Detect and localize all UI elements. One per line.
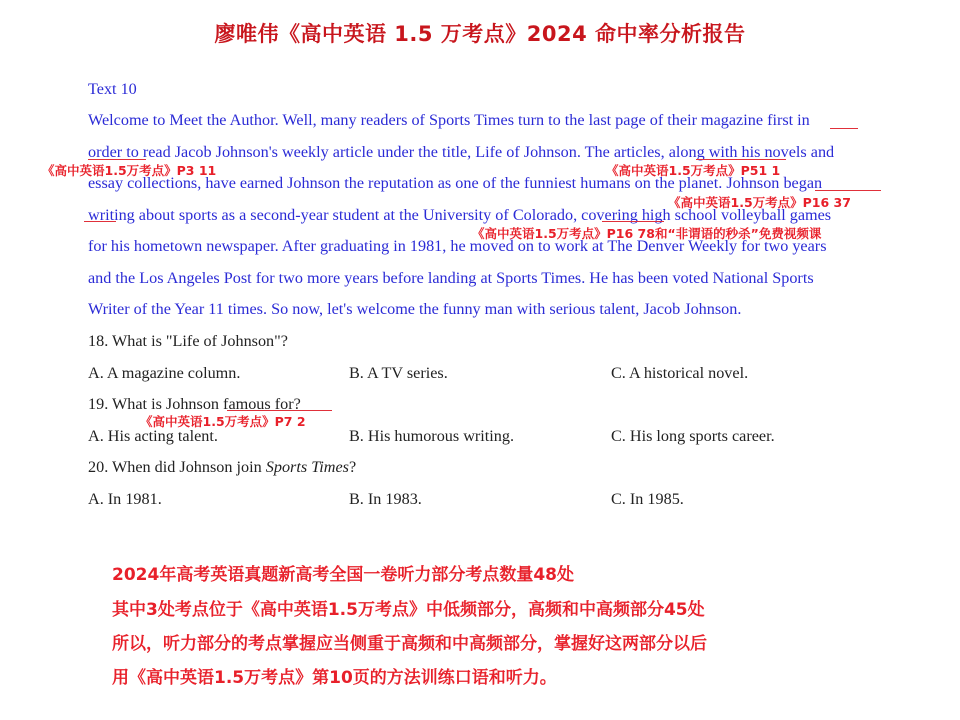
question-20-prefix: 20. When did Johnson join: [88, 458, 266, 476]
option-20b: B. In 1983.: [349, 490, 422, 508]
passage-line: essay collections, have earned Johnson the reputation as one of the funniest humans on the planet. Johnson began: [88, 174, 823, 192]
summary-line-1: 2024年高考英语真题新高考全国一卷听力部分考点数量48处: [112, 565, 574, 585]
passage-line: order to read Jacob Johnson's weekly article under the title, Life of Johnson. The articles, along with his novels and: [88, 143, 835, 161]
summary-line-2: 其中3处考点位于《高中英语1.5万考点》中低频部分，高频和中高频部分45处: [112, 600, 705, 620]
underline-writing: [84, 221, 116, 222]
question-19: 19. What is Johnson famous for?: [88, 395, 301, 413]
option-19a: A. His acting talent.: [88, 427, 218, 445]
passage-line: Writer of the Year 11 times. So now, let's welcome the funny man with serious talent, Jacob Johnson.: [88, 300, 742, 318]
option-18b: B. A TV series.: [349, 364, 448, 382]
summary-line-4: 用《高中英语1.5万考点》第10页的方法训练口语和听力。: [112, 668, 557, 688]
underline-order-to: [88, 159, 146, 160]
question-20: [88, 458, 356, 477]
underline-along-with: [696, 159, 786, 160]
question-20-suffix: ?: [348, 458, 357, 476]
report-title: 廖唯伟《高中英语 1.5 万考点》2024 命中率分析报告: [214, 22, 746, 46]
option-20c: C. In 1985.: [611, 490, 684, 508]
passage-line: writing about sports as a second-year student at the University of Colorado, covering high school volleyball games: [88, 206, 832, 224]
annotation-p7: 《高中英语1.5万考点》P7 2: [140, 414, 306, 429]
underline-began: [815, 190, 881, 191]
summary-line-3: 所以，听力部分的考点掌握应当侧重于高频和中高频部分，掌握好这两部分以后: [112, 634, 707, 654]
passage-heading: Text 10: [88, 80, 137, 98]
passage-line: and the Los Angeles Post for two more years before landing at Sports Times. He has been voted National Sports: [88, 269, 814, 287]
annotation-p51: 《高中英语1.5万考点》P51 1: [606, 163, 781, 178]
annotation-p3: 《高中英语1.5万考点》P3 11: [42, 163, 217, 178]
passage-line: Welcome to Meet the Author. Well, many readers of Sports Times turn to the last page of their magazine first in: [88, 111, 810, 129]
passage-line: for his hometown newspaper. After graduating in 1981, he moved on to work at The Denver Weekly for two years: [88, 237, 827, 255]
option-18a: A. A magazine column.: [88, 364, 241, 382]
underline-covering: [602, 221, 664, 222]
annotation-p16-37: 《高中英语1.5万考点》P16 37: [668, 195, 851, 210]
annotation-p16-78: 《高中英语1.5万考点》P16 78和“非谓语的秒杀”免费视频课: [472, 226, 822, 241]
option-19b: B. His humorous writing.: [349, 427, 515, 445]
option-18c: C. A historical novel.: [611, 364, 749, 382]
underline-in: [830, 128, 858, 129]
option-20a: A. In 1981.: [88, 490, 162, 508]
question-20-italic: Sports Times: [265, 458, 349, 476]
question-18: 18. What is "Life of Johnson"?: [88, 332, 288, 350]
option-19c: C. His long sports career.: [611, 427, 775, 445]
